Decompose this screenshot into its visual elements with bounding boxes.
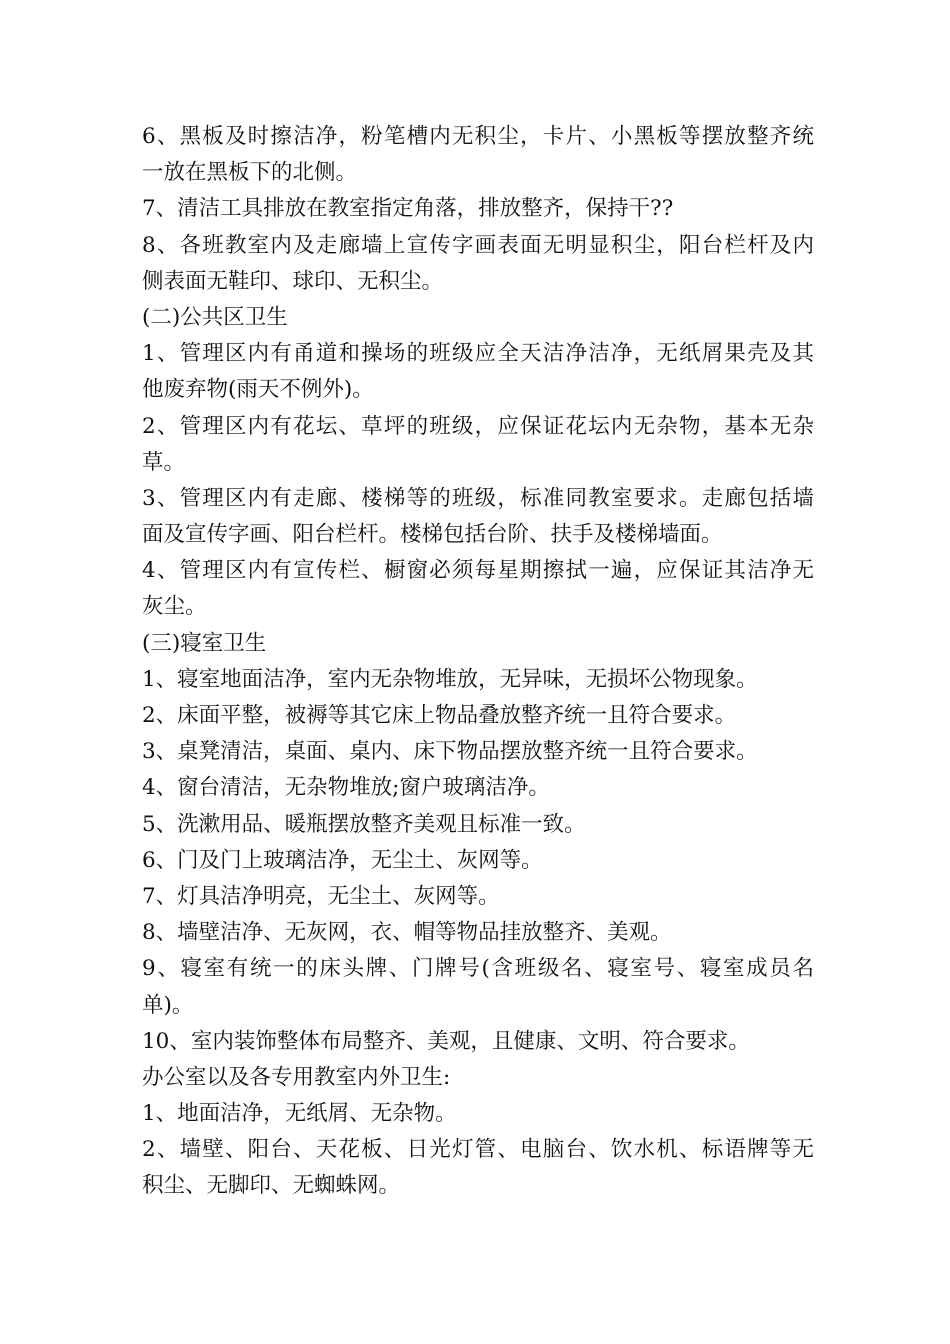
text-line: 2、墙壁、阳台、天花板、日光灯管、电脑台、饮水机、标语牌等无 [142,1137,814,1163]
text-line: 9、寝室有统一的床头牌、门牌号(含班级名、寝室号、寝室成员名 [142,956,814,982]
text-line: 6、门及门上玻璃洁净，无尘土、灰网等。 [142,847,543,873]
text-line: 5、洗漱用品、暖瓶摆放整齐美观且标准一致。 [142,811,586,837]
text-line: 1、地面洁净，无纸屑、无杂物。 [142,1101,457,1127]
text-line: 灰尘。 [142,594,207,620]
text-line: 单)。 [142,992,194,1018]
text-line: 3、桌凳清洁，桌面、桌内、床下物品摆放整齐统一且符合要求。 [142,739,758,765]
text-line: 办公室以及各专用教室内外卫生: [142,1064,451,1090]
text-line: 7、清洁工具排放在教室指定角落，排放整齐，保持干?? [142,196,674,222]
text-line: 2、床面平整，被褥等其它床上物品叠放整齐统一且符合要求。 [142,703,737,728]
document-body [142,119,814,1205]
text-line: 他废弃物(雨天不例外)。 [142,377,374,403]
text-line: 面及宣传字画、阳台栏杆。楼梯包括台阶、扶手及楼梯墙面。 [142,522,723,548]
text-line: 7、灯具洁净明亮，无尘土、灰网等。 [142,883,500,909]
text-line: (二)公共区卫生 [142,304,288,330]
text-line: 6、黑板及时擦洁净，粉笔槽内无积尘，卡片、小黑板等摆放整齐统 [142,124,814,149]
text-line: 草。 [142,449,186,475]
text-line: 积尘、无脚印、无蜘蛛网。 [142,1173,401,1199]
text-line: 1、寝室地面洁净，室内无杂物堆放，无异味，无损坏公物现象。 [142,666,758,692]
text-line: 4、管理区内有宣传栏、橱窗必须每星期擦拭一遍，应保证其洁净无 [142,558,814,584]
text-line: 一放在黑板下的北侧。 [142,160,358,186]
text-line: 8、墙壁洁净、无灰网，衣、帽等物品挂放整齐、美观。 [142,920,672,946]
text-line: 10、室内装饰整体布局整齐、美观，且健康、文明、符合要求。 [142,1028,750,1054]
text-line: 4、窗台清洁，无杂物堆放;窗户玻璃洁净。 [142,775,550,801]
text-line: (三)寝室卫生 [142,630,267,656]
text-line: 2、管理区内有花坛、草坪的班级，应保证花坛内无杂物，基本无杂 [142,413,814,439]
text-line: 侧表面无鞋印、球印、无积尘。 [142,268,444,294]
text-line: 8、各班教室内及走廊墙上宣传字画表面无明显积尘，阳台栏杆及内 [142,232,814,258]
text-line: 3、管理区内有走廊、楼梯等的班级，标准同教室要求。走廊包括墙 [142,485,814,511]
text-line: 1、管理区内有甬道和操场的班级应全天洁净洁净，无纸屑果壳及其 [142,341,814,367]
